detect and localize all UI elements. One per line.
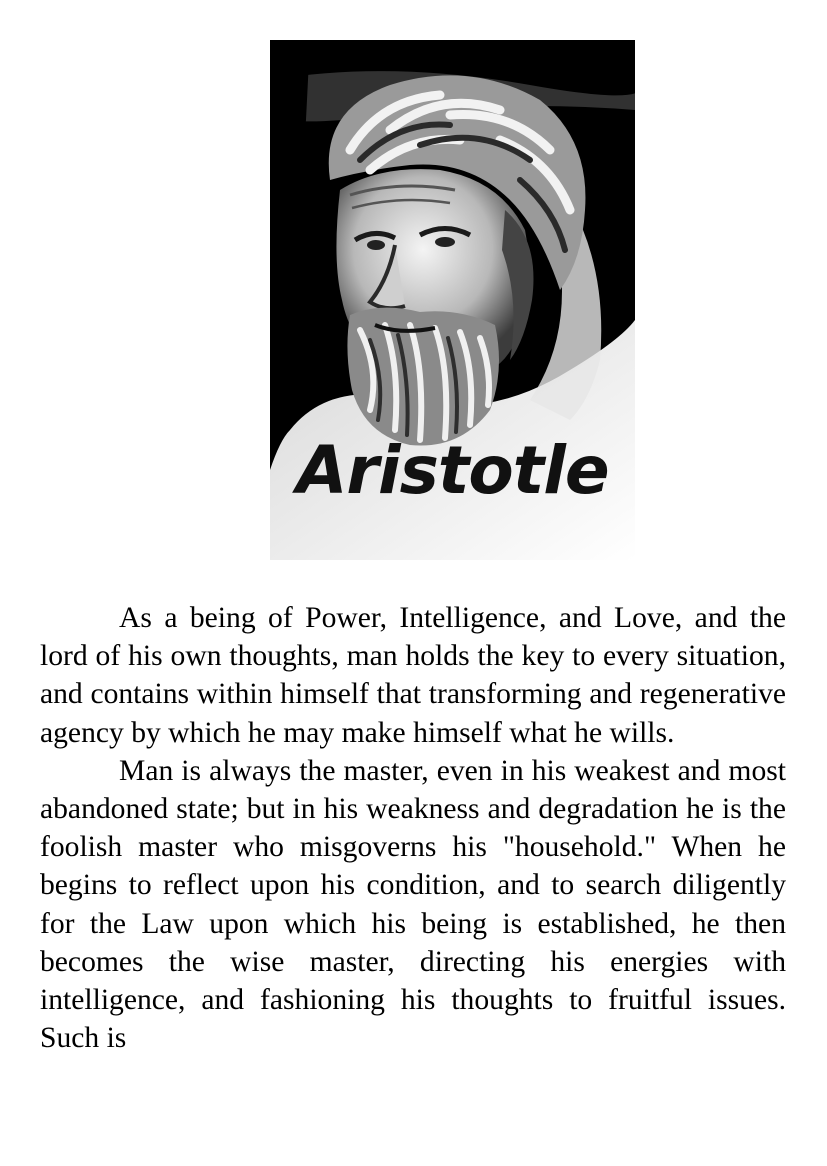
portrait-caption: Aristotle — [296, 432, 609, 509]
body-text — [40, 599, 786, 1057]
paragraph-1: As a being of Power, Intelligence, and Love, and the lord of his own thoughts, man holds the key to every situation, and contains within himself that transforming and regenerative agency by which he may make himself what he wills. — [40, 602, 786, 749]
aristotle-portrait — [270, 40, 635, 560]
paragraph-2: Man is always the master, even in his weakest and most abandoned state; but in his weakness and degradation he is the foolish master who misgoverns his "household." When he begins to reflect upon his condition, and to search diligently for the Law upon which his being is established, he then becomes the wise master, directing his energies with intelligence, and fashioning his thoughts to fruitful issues. Such is — [40, 754, 786, 1055]
